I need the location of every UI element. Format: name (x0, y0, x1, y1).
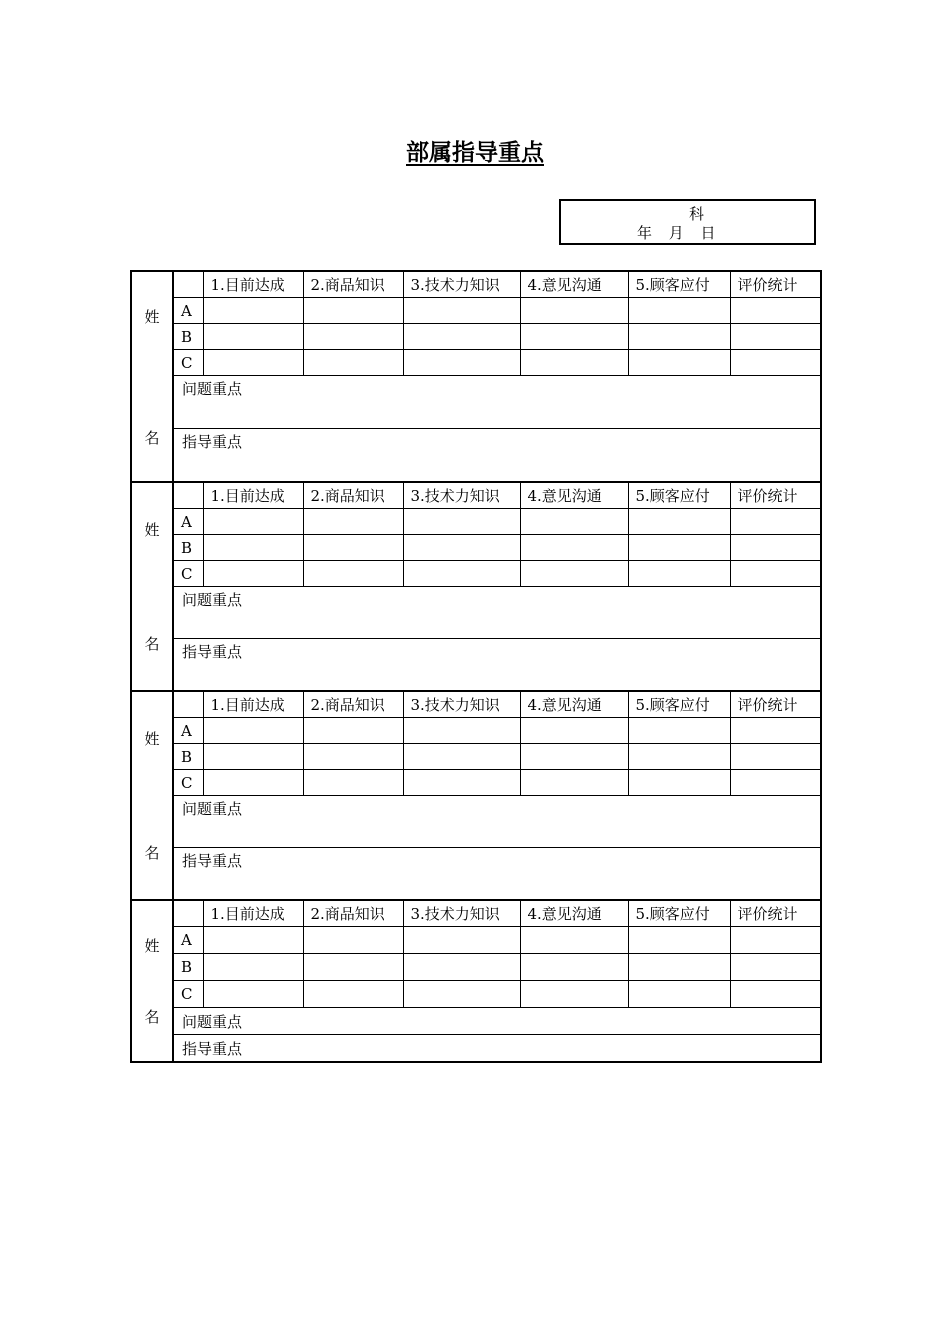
rating-input-cell[interactable] (628, 718, 730, 744)
rater-label: C (173, 770, 203, 796)
employee-name-cell (131, 271, 173, 482)
notes-row (131, 1035, 821, 1063)
rating-input-cell[interactable] (520, 535, 628, 561)
column-header: 4.意见沟通 (520, 900, 628, 927)
name-label (132, 935, 172, 1027)
notes-row (131, 1008, 821, 1035)
column-header: 4.意见沟通 (520, 691, 628, 718)
rating-row (131, 770, 821, 796)
rating-input-cell[interactable] (628, 927, 730, 954)
rating-input-cell[interactable] (303, 324, 403, 350)
rating-row (131, 954, 821, 981)
column-header-row (131, 482, 821, 509)
column-header: 1.目前达成 (203, 900, 303, 927)
column-header-row (131, 271, 821, 298)
rater-label: B (173, 744, 203, 770)
column-header-row (131, 900, 821, 927)
column-header-row (131, 691, 821, 718)
rating-input-cell[interactable] (520, 770, 628, 796)
guidance-notes-cell[interactable] (173, 639, 821, 692)
rating-input-cell[interactable] (520, 509, 628, 535)
rating-input-cell[interactable] (403, 954, 520, 981)
rating-input-cell[interactable] (303, 744, 403, 770)
rating-input-cell[interactable] (730, 350, 821, 376)
department-label: 科 (689, 205, 705, 223)
rating-input-cell[interactable] (203, 927, 303, 954)
rating-input-cell[interactable] (403, 981, 520, 1008)
notes-label: 问题重点 (182, 800, 243, 818)
rating-input-cell[interactable] (303, 350, 403, 376)
rating-input-cell[interactable] (203, 350, 303, 376)
column-header: 5.顾客应付 (628, 900, 730, 927)
column-header: 评价统计 (730, 482, 821, 509)
column-header: 3.技术力知识 (403, 271, 520, 298)
rating-input-cell[interactable] (203, 981, 303, 1008)
column-header: 1.目前达成 (203, 482, 303, 509)
rating-row (131, 350, 821, 376)
column-header: 5.顾客应付 (628, 691, 730, 718)
rating-input-cell[interactable] (203, 509, 303, 535)
rating-input-cell[interactable] (628, 535, 730, 561)
rating-input-cell[interactable] (520, 744, 628, 770)
rating-input-cell[interactable] (730, 954, 821, 981)
date-label: 年 月 日 (637, 224, 716, 242)
name-label (132, 306, 172, 448)
rating-input-cell[interactable] (520, 298, 628, 324)
notes-row (131, 376, 821, 429)
rating-input-cell[interactable] (403, 744, 520, 770)
rating-input-cell[interactable] (303, 718, 403, 744)
corner-cell (173, 691, 203, 718)
rater-label: A (173, 509, 203, 535)
column-header: 1.目前达成 (203, 271, 303, 298)
column-header: 1.目前达成 (203, 691, 303, 718)
rating-row (131, 981, 821, 1008)
rating-input-cell[interactable] (303, 770, 403, 796)
rating-input-cell[interactable] (203, 324, 303, 350)
notes-label: 问题重点 (182, 591, 243, 609)
notes-label: 指导重点 (182, 1039, 243, 1058)
rating-input-cell[interactable] (628, 298, 730, 324)
name-label (132, 728, 172, 863)
notes-row (131, 639, 821, 692)
notes-label: 问题重点 (182, 1012, 243, 1031)
rater-label: A (173, 927, 203, 954)
corner-cell (173, 900, 203, 927)
rating-input-cell[interactable] (403, 927, 520, 954)
rater-label: B (173, 324, 203, 350)
notes-label: 指导重点 (182, 852, 243, 870)
page-title (0, 134, 950, 167)
rating-input-cell[interactable] (403, 561, 520, 587)
rating-input-cell[interactable] (628, 324, 730, 350)
rating-input-cell[interactable] (203, 535, 303, 561)
column-header: 2.商品知识 (303, 482, 403, 509)
column-header: 2.商品知识 (303, 691, 403, 718)
column-header: 3.技术力知识 (403, 482, 520, 509)
rater-label: A (173, 718, 203, 744)
rating-input-cell[interactable] (403, 718, 520, 744)
rating-input-cell[interactable] (730, 324, 821, 350)
rating-row (131, 509, 821, 535)
rating-input-cell[interactable] (628, 509, 730, 535)
column-header: 5.顾客应付 (628, 482, 730, 509)
column-header: 评价统计 (730, 900, 821, 927)
rating-row (131, 298, 821, 324)
employee-name-cell (131, 482, 173, 691)
rating-row (131, 718, 821, 744)
rating-input-cell[interactable] (520, 350, 628, 376)
rater-label: C (173, 561, 203, 587)
rating-input-cell[interactable] (628, 981, 730, 1008)
rating-row (131, 324, 821, 350)
rating-input-cell[interactable] (303, 981, 403, 1008)
column-header: 评价统计 (730, 691, 821, 718)
column-header: 2.商品知识 (303, 900, 403, 927)
rating-input-cell[interactable] (730, 718, 821, 744)
rating-input-cell[interactable] (403, 770, 520, 796)
notes-row (131, 587, 821, 639)
employee-name-cell (131, 900, 173, 1062)
notes-label: 指导重点 (182, 433, 243, 451)
rating-input-cell[interactable] (403, 350, 520, 376)
rating-input-cell[interactable] (403, 324, 520, 350)
rating-input-cell[interactable] (303, 927, 403, 954)
rater-label: C (173, 350, 203, 376)
guidance-notes-cell[interactable] (173, 848, 821, 901)
rating-input-cell[interactable] (403, 509, 520, 535)
rating-input-cell[interactable] (203, 770, 303, 796)
rating-input-cell[interactable] (520, 561, 628, 587)
corner-cell (173, 271, 203, 298)
rating-input-cell[interactable] (203, 298, 303, 324)
notes-row (131, 848, 821, 901)
rating-input-cell[interactable] (303, 561, 403, 587)
notes-label: 指导重点 (182, 643, 243, 661)
rating-input-cell[interactable] (628, 954, 730, 981)
rating-input-cell[interactable] (730, 981, 821, 1008)
rating-input-cell[interactable] (520, 927, 628, 954)
rating-input-cell[interactable] (730, 509, 821, 535)
rating-row (131, 927, 821, 954)
rater-label: B (173, 535, 203, 561)
rating-input-cell[interactable] (730, 535, 821, 561)
rating-input-cell[interactable] (520, 324, 628, 350)
rating-input-cell[interactable] (520, 954, 628, 981)
rater-label: A (173, 298, 203, 324)
evaluation-table (130, 270, 822, 1063)
name-char: 名 (144, 428, 160, 447)
name-char: 姓 (144, 521, 160, 539)
notes-row (131, 429, 821, 483)
name-char: 名 (144, 1008, 160, 1026)
rating-input-cell[interactable] (520, 981, 628, 1008)
rating-input-cell[interactable] (730, 298, 821, 324)
rating-row (131, 535, 821, 561)
rating-input-cell[interactable] (303, 509, 403, 535)
notes-label: 问题重点 (182, 380, 243, 398)
guidance-notes-cell[interactable] (173, 429, 821, 483)
column-header: 4.意见沟通 (520, 271, 628, 298)
rating-input-cell[interactable] (403, 535, 520, 561)
page-title-text: 部属指导重点 (406, 140, 544, 166)
rating-input-cell[interactable] (628, 744, 730, 770)
column-header: 4.意见沟通 (520, 482, 628, 509)
problem-notes-cell[interactable] (173, 376, 821, 429)
rating-input-cell[interactable] (520, 718, 628, 744)
name-char: 姓 (144, 307, 160, 326)
column-header: 3.技术力知识 (403, 900, 520, 927)
rating-input-cell[interactable] (730, 744, 821, 770)
employee-name-cell (131, 691, 173, 900)
rating-input-cell[interactable] (403, 298, 520, 324)
department-date-box (559, 199, 816, 245)
rating-input-cell[interactable] (303, 298, 403, 324)
problem-notes-cell[interactable] (173, 587, 821, 639)
rating-input-cell[interactable] (730, 927, 821, 954)
rater-label: B (173, 954, 203, 981)
rating-input-cell[interactable] (203, 744, 303, 770)
rating-input-cell[interactable] (203, 954, 303, 981)
corner-cell (173, 482, 203, 509)
column-header: 5.顾客应付 (628, 271, 730, 298)
rating-input-cell[interactable] (628, 561, 730, 587)
rating-input-cell[interactable] (303, 954, 403, 981)
rating-input-cell[interactable] (730, 561, 821, 587)
rating-input-cell[interactable] (628, 770, 730, 796)
rating-row (131, 561, 821, 587)
rater-label: C (173, 981, 203, 1008)
column-header: 3.技术力知识 (403, 691, 520, 718)
problem-notes-cell[interactable] (173, 796, 821, 848)
rating-row (131, 744, 821, 770)
column-header: 2.商品知识 (303, 271, 403, 298)
name-char: 名 (144, 844, 160, 862)
column-header: 评价统计 (730, 271, 821, 298)
name-char: 姓 (144, 937, 160, 955)
rating-input-cell[interactable] (303, 535, 403, 561)
name-char: 姓 (144, 730, 160, 748)
guidance-notes-cell[interactable] (173, 1035, 821, 1063)
rating-input-cell[interactable] (730, 770, 821, 796)
name-char: 名 (144, 635, 160, 653)
rating-input-cell[interactable] (203, 718, 303, 744)
problem-notes-cell[interactable] (173, 1008, 821, 1035)
notes-row (131, 796, 821, 848)
rating-input-cell[interactable] (203, 561, 303, 587)
name-label (132, 519, 172, 654)
rating-input-cell[interactable] (628, 350, 730, 376)
